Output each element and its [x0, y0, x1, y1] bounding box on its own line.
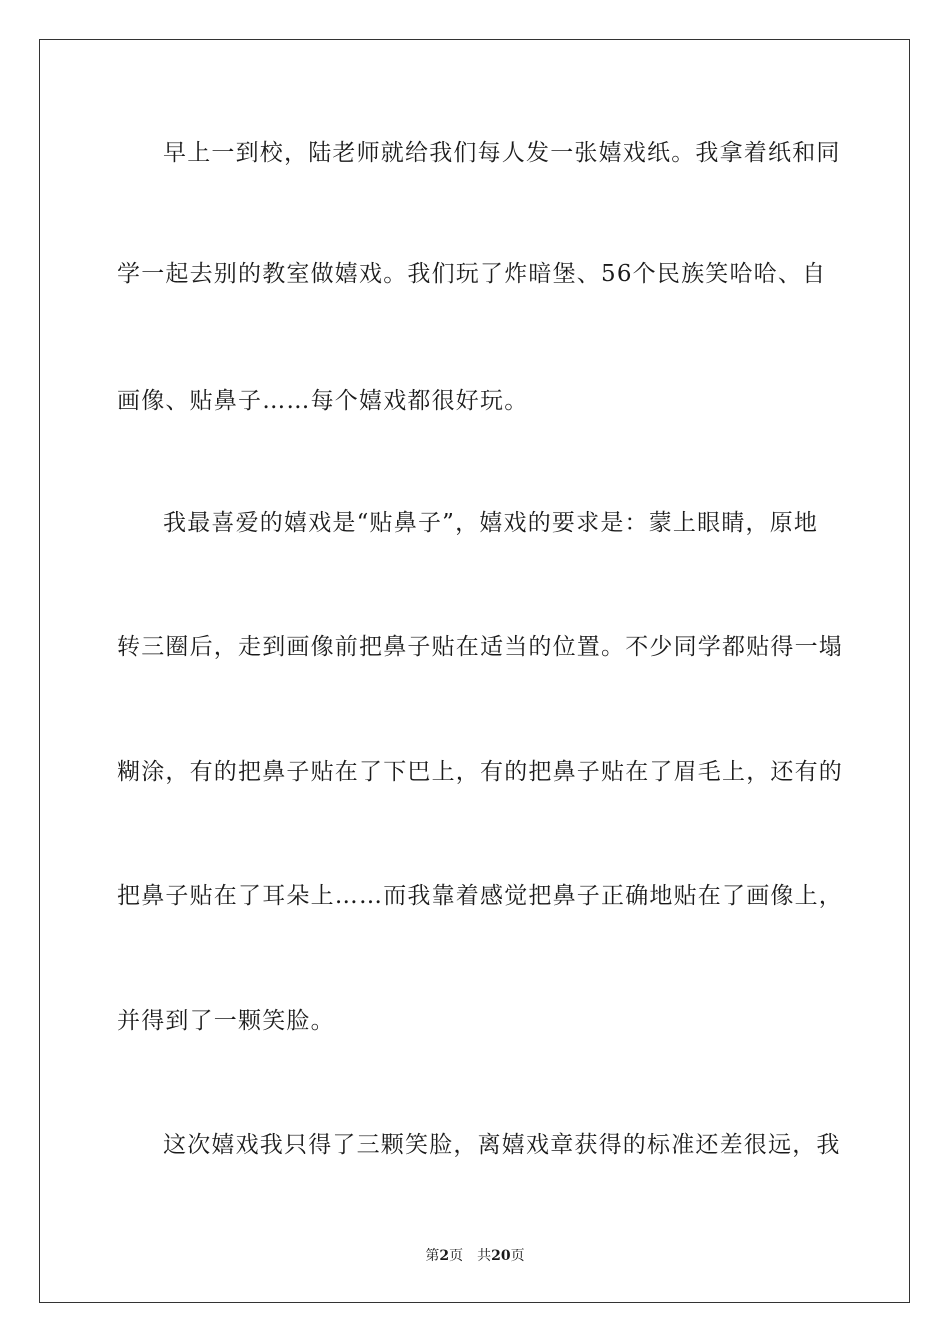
paragraph-1-line-2: 学一起去别的教室做嬉戏。我们玩了炸暗堡、56个民族笑哈哈、自: [117, 261, 827, 287]
paragraph-1-line-3: 画像、贴鼻子……每个嬉戏都很好玩。: [117, 388, 529, 414]
paragraph-3-line-1: 这次嬉戏我只得了三颗笑脸，离嬉戏章获得的标准还差很远，我: [163, 1132, 841, 1158]
paragraph-1-line-1: 早上一到校，陆老师就给我们每人发一张嬉戏纸。我拿着纸和同: [163, 140, 841, 166]
total-pages: 20: [491, 1248, 511, 1264]
page-suffix: 页: [449, 1248, 464, 1264]
page-number: 2: [439, 1248, 450, 1264]
page-prefix: 第: [425, 1248, 440, 1264]
paragraph-2-line-5: 并得到了一颗笑脸。: [117, 1008, 335, 1034]
paragraph-2-line-3: 糊涂，有的把鼻子贴在了下巴上，有的把鼻子贴在了眉毛上，还有的: [117, 759, 843, 785]
paragraph-2-line-1: 我最喜爱的嬉戏是“贴鼻子”，嬉戏的要求是：蒙上眼睛，原地: [163, 510, 819, 536]
page-border: [39, 39, 910, 1303]
paragraph-2-line-2: 转三圈后，走到画像前把鼻子贴在适当的位置。不少同学都贴得一塌: [117, 634, 843, 660]
page-footer: [0, 1246, 950, 1266]
paragraph-2-line-4: 把鼻子贴在了耳朵上……而我靠着感觉把鼻子正确地贴在了画像上，: [117, 883, 843, 909]
total-suffix: 页: [510, 1248, 525, 1264]
total-prefix: 共: [477, 1248, 492, 1264]
